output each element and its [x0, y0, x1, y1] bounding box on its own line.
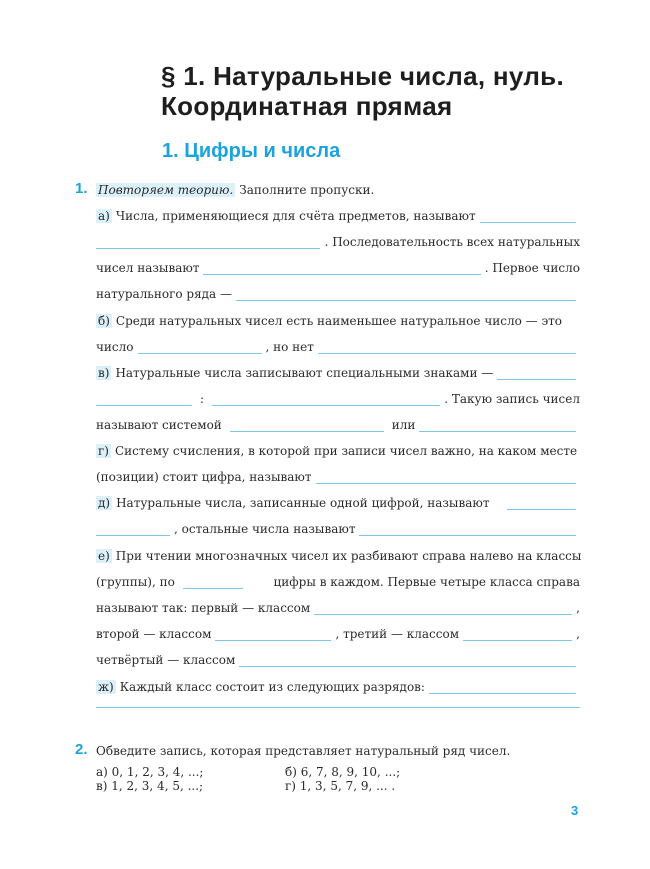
blank-e2[interactable] — [314, 613, 572, 615]
blank-d2[interactable] — [96, 534, 170, 536]
item-b-tag: б) — [98, 314, 110, 328]
exercise-2-instruction: Обведите запись, которая представляет натуральный ряд чисел. — [96, 744, 511, 758]
item-a-line4 — [96, 287, 580, 301]
item-v-text2b: . Такую запись чисел — [444, 392, 580, 406]
option-v-text: 1, 2, 3, 4, 5, ...; — [111, 779, 204, 793]
blank-d1[interactable] — [507, 508, 576, 510]
option-g[interactable] — [285, 779, 395, 793]
item-zh-line2 — [96, 706, 580, 708]
item-v-tag: в) — [98, 366, 110, 380]
exercise-1-number: 1. — [75, 180, 88, 197]
blank-d3[interactable] — [359, 534, 576, 536]
item-a-line3 — [96, 261, 580, 275]
blank-b2[interactable] — [318, 352, 576, 354]
option-v[interactable] — [96, 779, 203, 793]
item-v-line1 — [96, 366, 580, 380]
item-e-line5 — [96, 653, 580, 667]
blank-e1[interactable] — [183, 587, 243, 589]
blank-zh2[interactable] — [96, 706, 580, 708]
item-zh-line1 — [96, 680, 580, 694]
section-title-line1: § 1. Натуральные числа, нуль. — [161, 61, 564, 91]
section-title-line2: Координатная прямая — [161, 91, 453, 121]
exercise-1-instruction: Заполните пропуски. — [239, 183, 375, 197]
item-a-line1 — [96, 209, 580, 223]
item-a-tag: а) — [98, 209, 110, 223]
item-g-tag: г) — [98, 444, 109, 458]
item-d-text2: , остальные числа называют — [174, 522, 356, 536]
blank-v5[interactable] — [419, 430, 576, 432]
item-a-text3a: чисел называют — [96, 261, 200, 275]
blank-a3[interactable] — [203, 273, 480, 275]
item-e-tag: е) — [98, 549, 110, 563]
item-zh-tag: ж) — [98, 680, 114, 694]
exercise-2-number: 2. — [75, 741, 88, 758]
option-b-label: б) — [285, 765, 297, 779]
item-v-line2 — [96, 392, 580, 406]
item-a-line2 — [96, 235, 580, 249]
section-title — [161, 61, 564, 121]
item-e-text2b: цифры в каждом. Первые четыре класса справа — [273, 575, 580, 589]
item-d-line2 — [96, 522, 580, 536]
item-e-comma4: , — [576, 627, 580, 641]
item-e-line1 — [96, 549, 580, 563]
option-a-label: а) — [96, 765, 108, 779]
blank-a4[interactable] — [236, 299, 576, 301]
item-v-colon: : — [200, 392, 205, 406]
item-d-text1: Натуральные числа, записанные одной цифрой, называют — [116, 496, 490, 510]
item-zh-text1: Каждый класс состоит из следующих разрядов: — [119, 680, 425, 694]
item-v-line3 — [96, 418, 580, 432]
blank-e3[interactable] — [215, 639, 331, 641]
item-v-text1: Натуральные числа записывают специальными знаками — — [115, 366, 494, 380]
item-e-comma3: , — [576, 601, 580, 615]
item-a-text4: натурального ряда — — [96, 287, 233, 301]
item-e-text1: При чтении многозначных чисел их разбивают справа налево на классы — [115, 549, 582, 563]
item-b-text2a: число — [96, 340, 134, 354]
blank-a1[interactable] — [480, 221, 576, 223]
item-a-text2: . Последовательность всех натуральных — [324, 235, 580, 249]
item-d-line1 — [96, 496, 580, 510]
item-e-text3: называют так: первый — классом — [96, 601, 311, 615]
item-g-line1 — [96, 444, 580, 458]
item-e-line4 — [96, 627, 580, 641]
item-a-text1: Числа, применяющиеся для счёта предметов, называют — [115, 209, 476, 223]
exercise-1-heading — [96, 183, 580, 197]
item-b-line1 — [96, 314, 580, 328]
option-a-text: 0, 1, 2, 3, 4, ...; — [111, 765, 204, 779]
item-e-text2a: (группы), по — [96, 575, 175, 589]
option-g-label: г) — [285, 779, 296, 793]
option-g-text: 1, 3, 5, 7, 9, ... . — [299, 779, 396, 793]
item-g-text1: Систему счисления, в которой при записи чисел важно, на каком месте — [114, 444, 578, 458]
item-e-line3 — [96, 601, 580, 615]
subsection-title: 1. Цифры и числа — [162, 140, 341, 162]
item-v-text3b: или — [391, 418, 416, 432]
blank-v3[interactable] — [212, 404, 440, 406]
option-b[interactable] — [285, 765, 400, 779]
blank-g1[interactable] — [316, 482, 576, 484]
blank-a2[interactable] — [96, 247, 320, 249]
theory-label: Повторяем теорию. — [98, 183, 234, 197]
item-b-text1: Среди натуральных чисел есть наименьшее натуральное число — это — [115, 314, 563, 328]
page-number: 3 — [571, 803, 579, 818]
item-e-text4a: второй — классом — [96, 627, 212, 641]
item-v-text3a: называют системой — [96, 418, 222, 432]
item-g-line2 — [96, 470, 580, 484]
item-e-line2 — [96, 575, 580, 589]
item-e-text4b: , третий — классом — [335, 627, 460, 641]
item-d-tag: д) — [98, 496, 111, 510]
option-a[interactable] — [96, 765, 203, 779]
blank-v4[interactable] — [230, 430, 384, 432]
blank-v2[interactable] — [96, 404, 192, 406]
option-v-label: в) — [96, 779, 108, 793]
item-g-text2: (позиции) стоит цифра, называют — [96, 470, 312, 484]
item-b-line2 — [96, 340, 580, 354]
item-b-text2b: , но нет — [265, 340, 314, 354]
blank-v1[interactable] — [497, 378, 576, 380]
blank-zh1[interactable] — [429, 692, 576, 694]
item-a-text3b: . Первое число — [484, 261, 580, 275]
blank-e4[interactable] — [463, 639, 572, 641]
option-b-text: 6, 7, 8, 9, 10, ...; — [300, 765, 401, 779]
blank-e5[interactable] — [239, 665, 576, 667]
blank-b1[interactable] — [138, 352, 262, 354]
item-e-text5: четвёртый — классом — [96, 653, 236, 667]
